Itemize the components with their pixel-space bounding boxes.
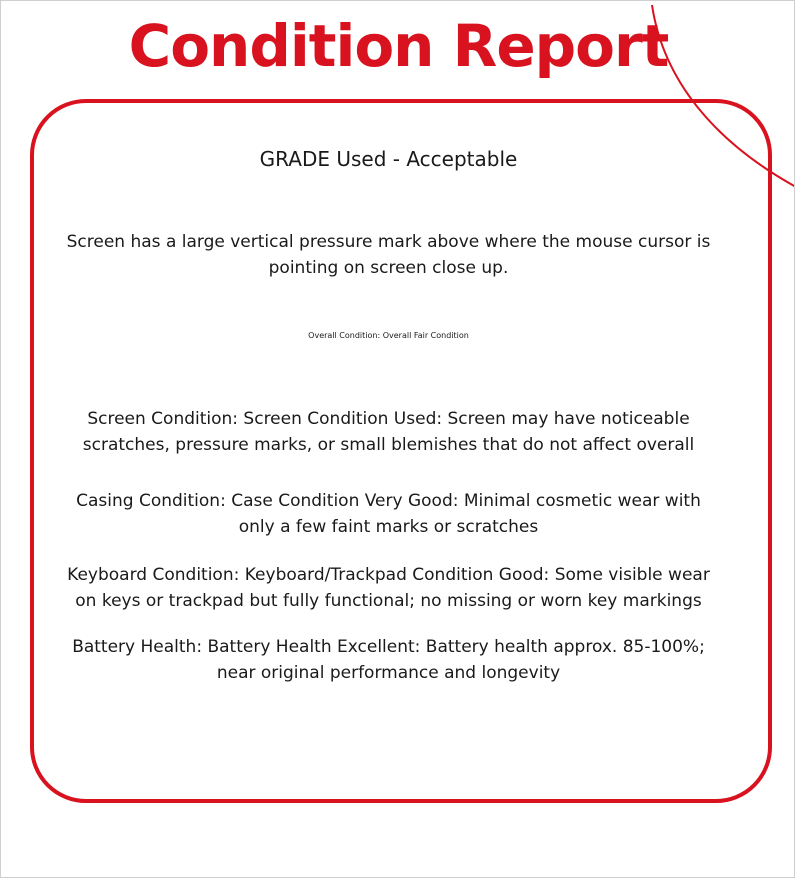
- overall-condition: Overall Condition: Overall Fair Condition: [308, 331, 469, 340]
- report-title: Condition Report: [128, 12, 669, 80]
- battery-health: Battery Health: Battery Health Excellent: Battery health approx. 85-100%; near original performance and longevity: [72, 637, 705, 683]
- keyboard-condition: Keyboard Condition: Keyboard/Trackpad Condition Good: Some visible wear on keys or trackpad but fully functional; no missing or worn key markings: [67, 565, 710, 611]
- condition-note: Screen has a large vertical pressure mark above where the mouse cursor is pointing on screen close up.: [66, 232, 711, 278]
- screen-condition: Screen Condition: Screen Condition Used: Screen may have noticeable scratches, pressure marks, or small blemishes that do not affect overall: [82, 409, 695, 455]
- grade-heading: GRADE Used - Acceptable: [259, 147, 518, 171]
- casing-condition: Casing Condition: Case Condition Very Good: Minimal cosmetic wear with only a few faint marks or scratches: [76, 491, 701, 537]
